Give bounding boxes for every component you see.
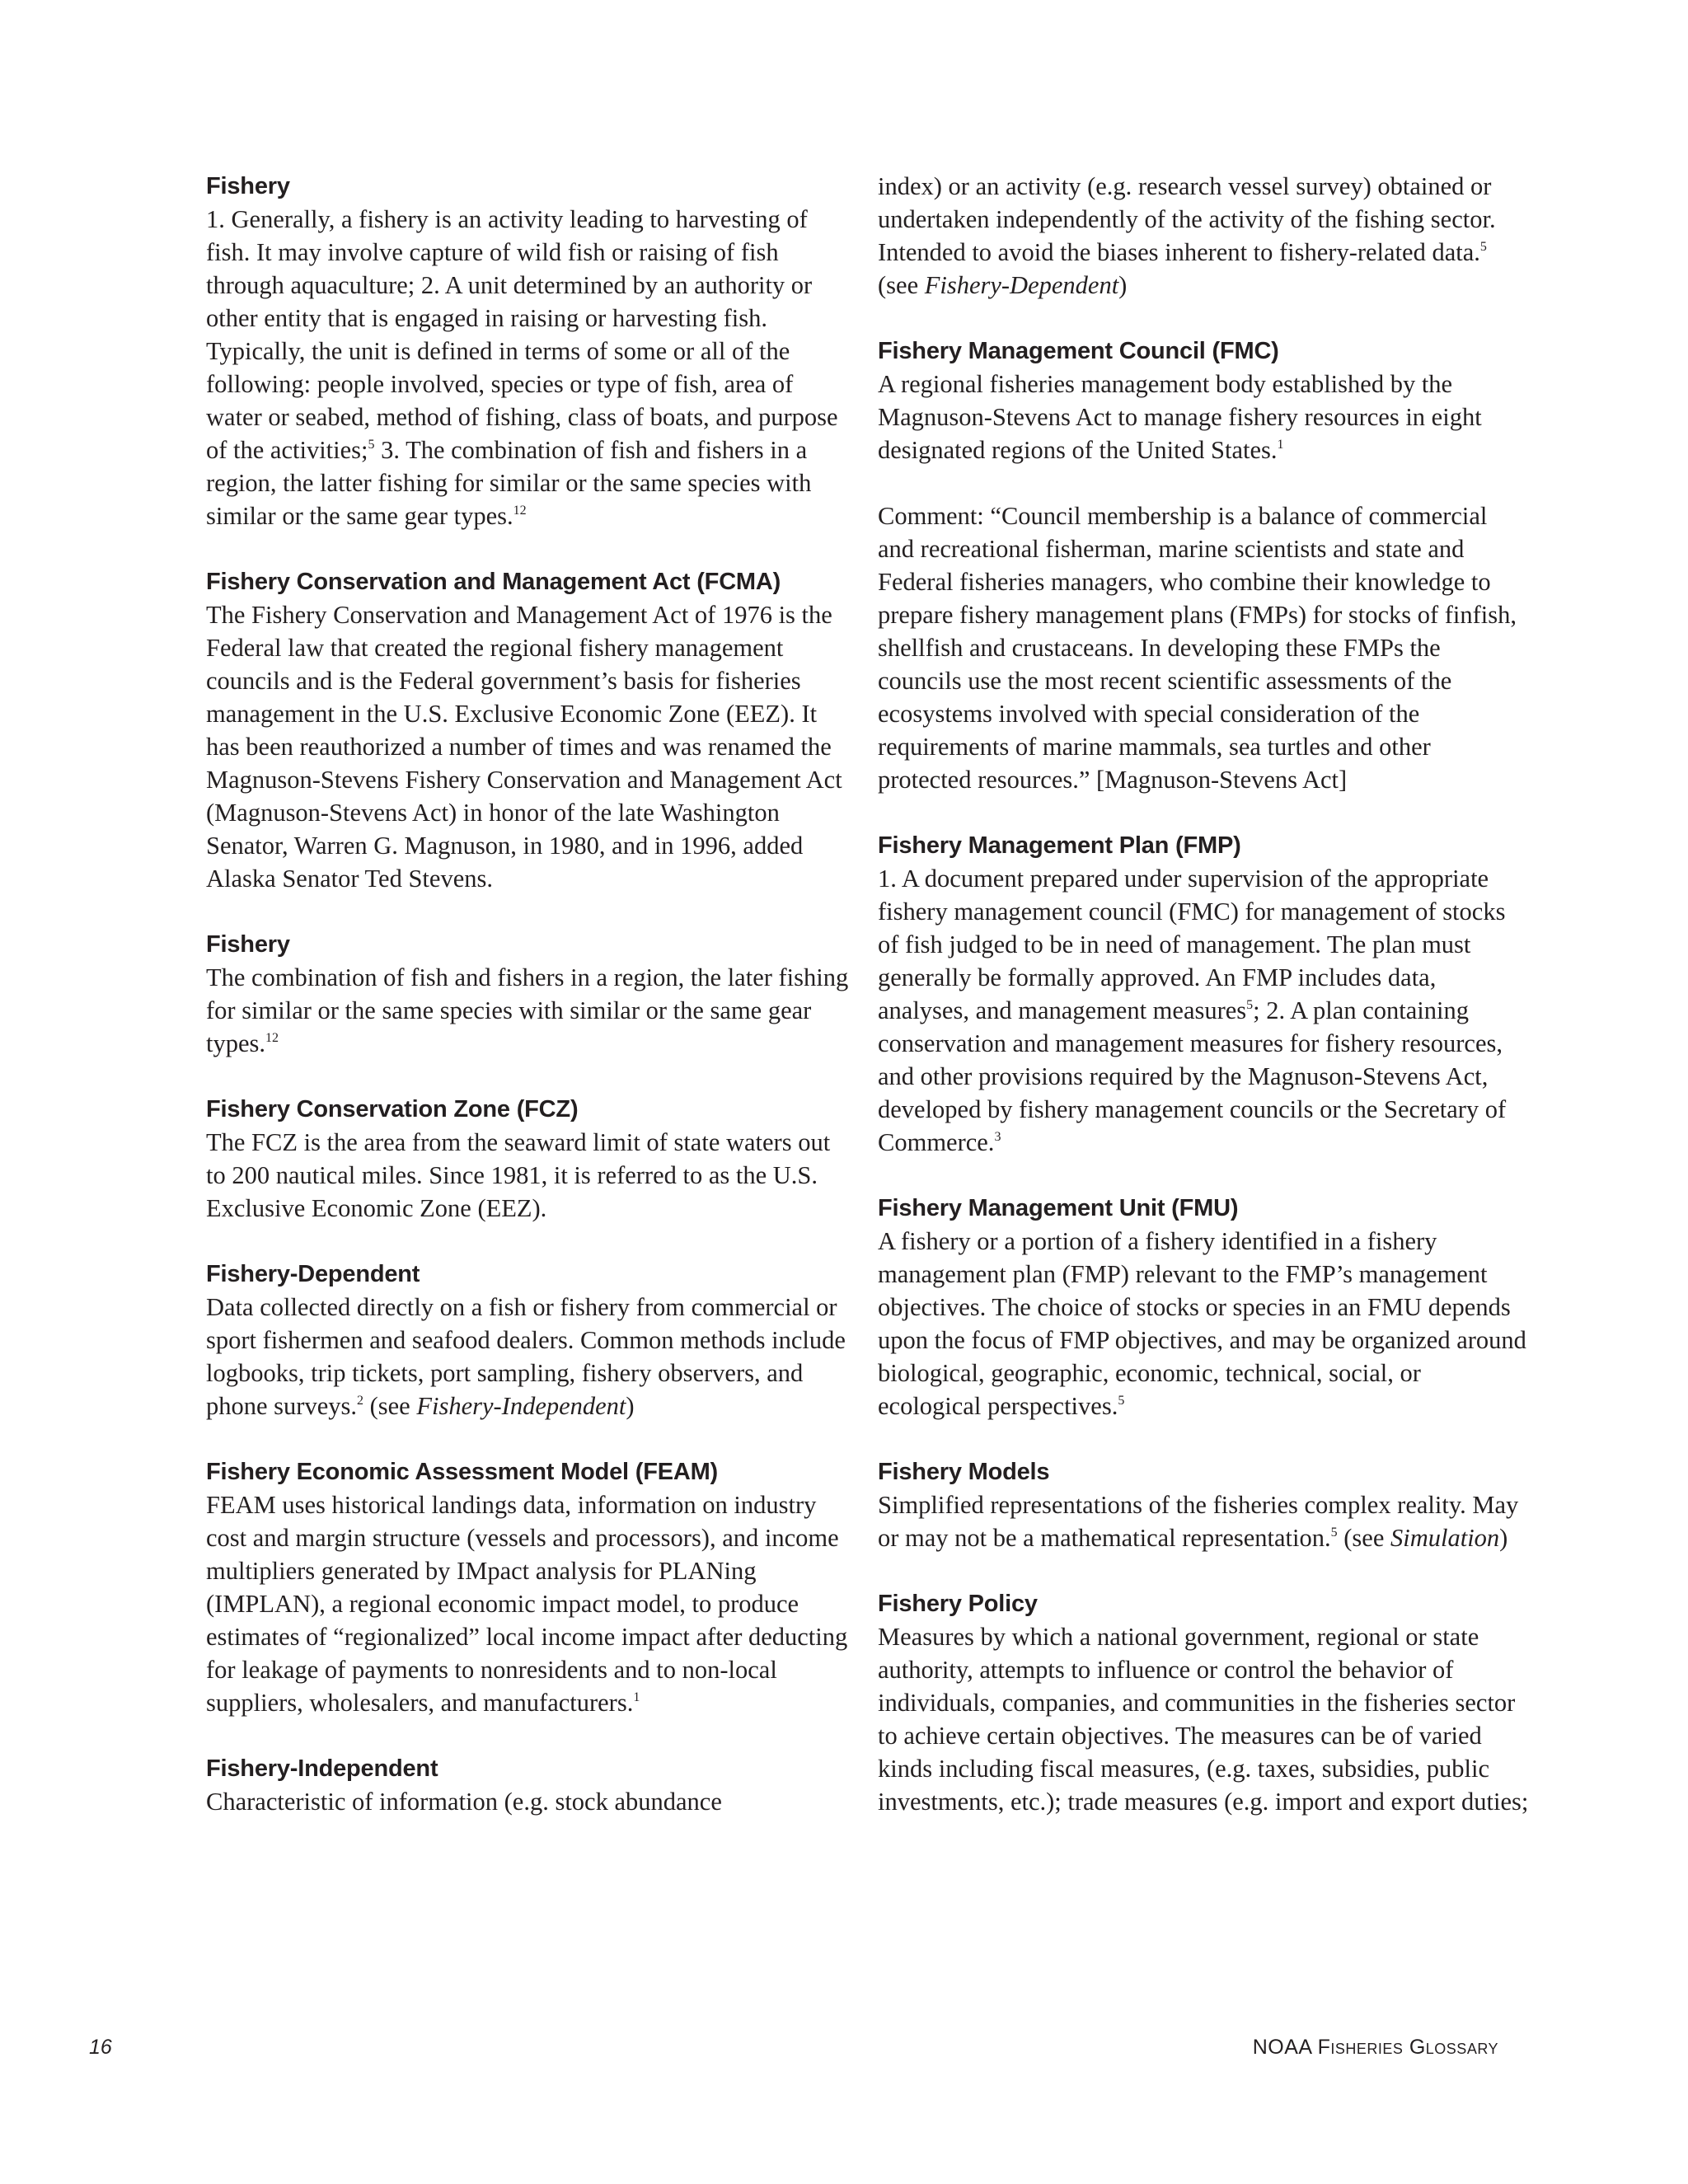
glossary-entry-feam bbox=[206, 1455, 849, 1719]
footnote-ref: 5 bbox=[1118, 1394, 1125, 1408]
entry-definition: The combination of fish and fishers in a region, the later fishing for similar or the same species with similar or the same gear types.$^{12}$ bbox=[206, 963, 849, 1057]
entry-term: Fishery bbox=[206, 931, 290, 958]
glossary-entry-fishery-models bbox=[878, 1455, 1529, 1554]
entry-definition: The FCZ is the area from the seaward limit of state waters out to 200 nautical miles. Since 1981, it is referred to as the U.S. Exclusive Economic Zone (EEZ). bbox=[206, 1128, 831, 1222]
footnote-ref: 5 bbox=[368, 438, 375, 452]
entry-term: Fishery Management Plan (FMP) bbox=[878, 832, 1241, 859]
footnote-ref: 5 bbox=[1330, 1526, 1338, 1540]
entry-definition: 1. A document prepared under supervision of the appropriate fishery management council (FMC) for management of stocks of fish judged to be in need of management. The plan must generally be formally approved. An FMP includes data, analyses, and management measures$^5$; 2. A plan containing conservation and management measures for fishery resources, and other provisions required by the Magnuson-Stevens Act, developed by fishery management councils or the Secretary of Commerce.$^3$ bbox=[878, 865, 1507, 1156]
glossary-entry-fmc bbox=[878, 335, 1529, 796]
left-column bbox=[206, 170, 849, 1851]
footnote-ref: 1 bbox=[633, 1690, 640, 1704]
glossary-entry-fcma bbox=[206, 565, 849, 895]
footnote-ref: 2 bbox=[356, 1394, 363, 1408]
entry-term: Fishery-Dependent bbox=[206, 1261, 420, 1287]
glossary-entry-fishery-dependent bbox=[206, 1258, 849, 1422]
entry-term: Fishery Management Council (FMC) bbox=[878, 338, 1279, 364]
entry-comment: Comment: “Council membership is a balance of commercial and recreational fisherman, marine scientists and state and Federal fisheries managers, who combine their knowledge to prepare fishery management plans (FMPs) for stocks of finfish, shellfish and crustaceans. In developing these FMPs the councils use the most recent scientific assessments of the ecosystems involved with special consideration of the requirements of marine mammals, sea turtles and other protected resources.” [Magnuson-Stevens Act] bbox=[878, 502, 1517, 794]
footnote-ref: 1 bbox=[1277, 438, 1284, 452]
page-number: 16 bbox=[89, 2036, 112, 2059]
glossary-entry-fishery-policy bbox=[878, 1587, 1529, 1818]
entry-term: Fishery-Independent bbox=[206, 1755, 438, 1782]
entry-definition: Characteristic of information (e.g. stock abundance bbox=[206, 1788, 722, 1816]
entry-term: Fishery Conservation Zone (FCZ) bbox=[206, 1096, 579, 1122]
entry-term: Fishery Management Unit (FMU) bbox=[878, 1195, 1239, 1221]
entry-definition: FEAM uses historical landings data, information on industry cost and margin structure (vessels and processors), and income multipliers generated by IMpact analysis for PLANing (IMPLAN), a regional economic impact model, to produce estimates of “regionalized” local income impact after deducting for leakage of payments to nonresidents and to non-local suppliers, wholesalers, and manufacturers.$^1$ bbox=[206, 1491, 848, 1717]
cross-reference: Simulation bbox=[1390, 1524, 1500, 1552]
footnote-ref: 5 bbox=[1246, 998, 1254, 1012]
cross-reference: Fishery-Independent bbox=[416, 1392, 626, 1420]
entry-term: Fishery Models bbox=[878, 1459, 1050, 1485]
footnote-ref: 3 bbox=[994, 1130, 1001, 1144]
entry-definition: Simplified representations of the fisheries complex reality. May or may not be a mathematical representation.$^5$ (see Simulation) bbox=[878, 1491, 1519, 1552]
glossary-entry-fmu bbox=[878, 1192, 1529, 1422]
footnote-ref: 5 bbox=[1479, 240, 1487, 254]
running-footer-title: NOAA Fisheries Glossary bbox=[1252, 2036, 1498, 2059]
entry-definition: 1. Generally, a fishery is an activity leading to harvesting of fish. It may involve capture of wild fish or raising of fish through aquaculture; 2. A unit determined by an authority or other entity that is engaged in raising or harvesting fish. Typically, the unit is defined in terms of some or all of the following: people involved, species or type of fish, area of water or seabed, method of fishing, class of boats, and purpose of the activities;$^5$ 3. The combination of fish and fishers in a region, the latter fishing for similar or the same species with similar or the same gear types.$^{12}$ bbox=[206, 205, 838, 530]
glossary-entry-fishery-independent-continued bbox=[878, 170, 1529, 302]
entry-definition: index) or an activity (e.g. research vessel survey) obtained or undertaken independently of the activity of the fishing sector. Intended to avoid the biases inherent to fishery-related data.$^5$ (see Fishery-Dependent) bbox=[878, 172, 1496, 299]
footnote-ref: 12 bbox=[265, 1031, 279, 1045]
glossary-entry-fcz bbox=[206, 1093, 849, 1225]
cross-reference: Fishery-Dependent bbox=[924, 271, 1119, 299]
entry-definition: Data collected directly on a fish or fishery from commercial or sport fishermen and seafood dealers. Common methods include logbooks, trip tickets, port sampling, fishery observers, and phone surveys.$^2$ (see Fishery-Independent) bbox=[206, 1293, 846, 1420]
glossary-entry-fishery-independent bbox=[206, 1752, 849, 1818]
entry-definition: The Fishery Conservation and Management Act of 1976 is the Federal law that created the regional fishery management councils and is the Federal government’s basis for fisheries management in the U.S. Exclusive Economic Zone (EEZ). It has been reauthorized a number of times and was renamed the Magnuson-Stevens Fishery Conservation and Management Act (Magnuson-Stevens Act) in honor of the late Washington Senator, Warren G. Magnuson, in 1980, and in 1996, added Alaska Senator Ted Stevens. bbox=[206, 601, 842, 893]
entry-definition: A fishery or a portion of a fishery identified in a fishery management plan (FMP) relevant to the FMP’s management objectives. The choice of stocks or species in an FMU depends upon the focus of FMP objectives, and may be organized around biological, geographic, economic, technical, social, or ecological perspectives.$^5$ bbox=[878, 1227, 1526, 1420]
footnote-ref: 12 bbox=[513, 504, 527, 518]
glossary-entry-fishery bbox=[206, 170, 849, 532]
entry-term: Fishery Policy bbox=[878, 1591, 1038, 1617]
glossary-entry-fishery-alt bbox=[206, 928, 849, 1060]
entry-definition: A regional fisheries management body established by the Magnuson-Stevens Act to manage fishery resources in eight designated regions of the United States.$^1$ bbox=[878, 370, 1482, 464]
entry-term: Fishery bbox=[206, 173, 290, 199]
glossary-entry-fmp bbox=[878, 829, 1529, 1159]
right-column bbox=[878, 170, 1529, 1851]
entry-definition: Measures by which a national government, regional or state authority, attempts to influence or control the behavior of individuals, companies, and communities in the fisheries sector to achieve certain objectives. The measures can be of varied kinds including fiscal measures, (e.g. taxes, subsidies, public investments, etc.); trade measures (e.g. import and export duties; bbox=[878, 1623, 1529, 1816]
entry-term: Fishery Economic Assessment Model (FEAM) bbox=[206, 1459, 719, 1485]
entry-term: Fishery Conservation and Management Act (FCMA) bbox=[206, 569, 781, 595]
